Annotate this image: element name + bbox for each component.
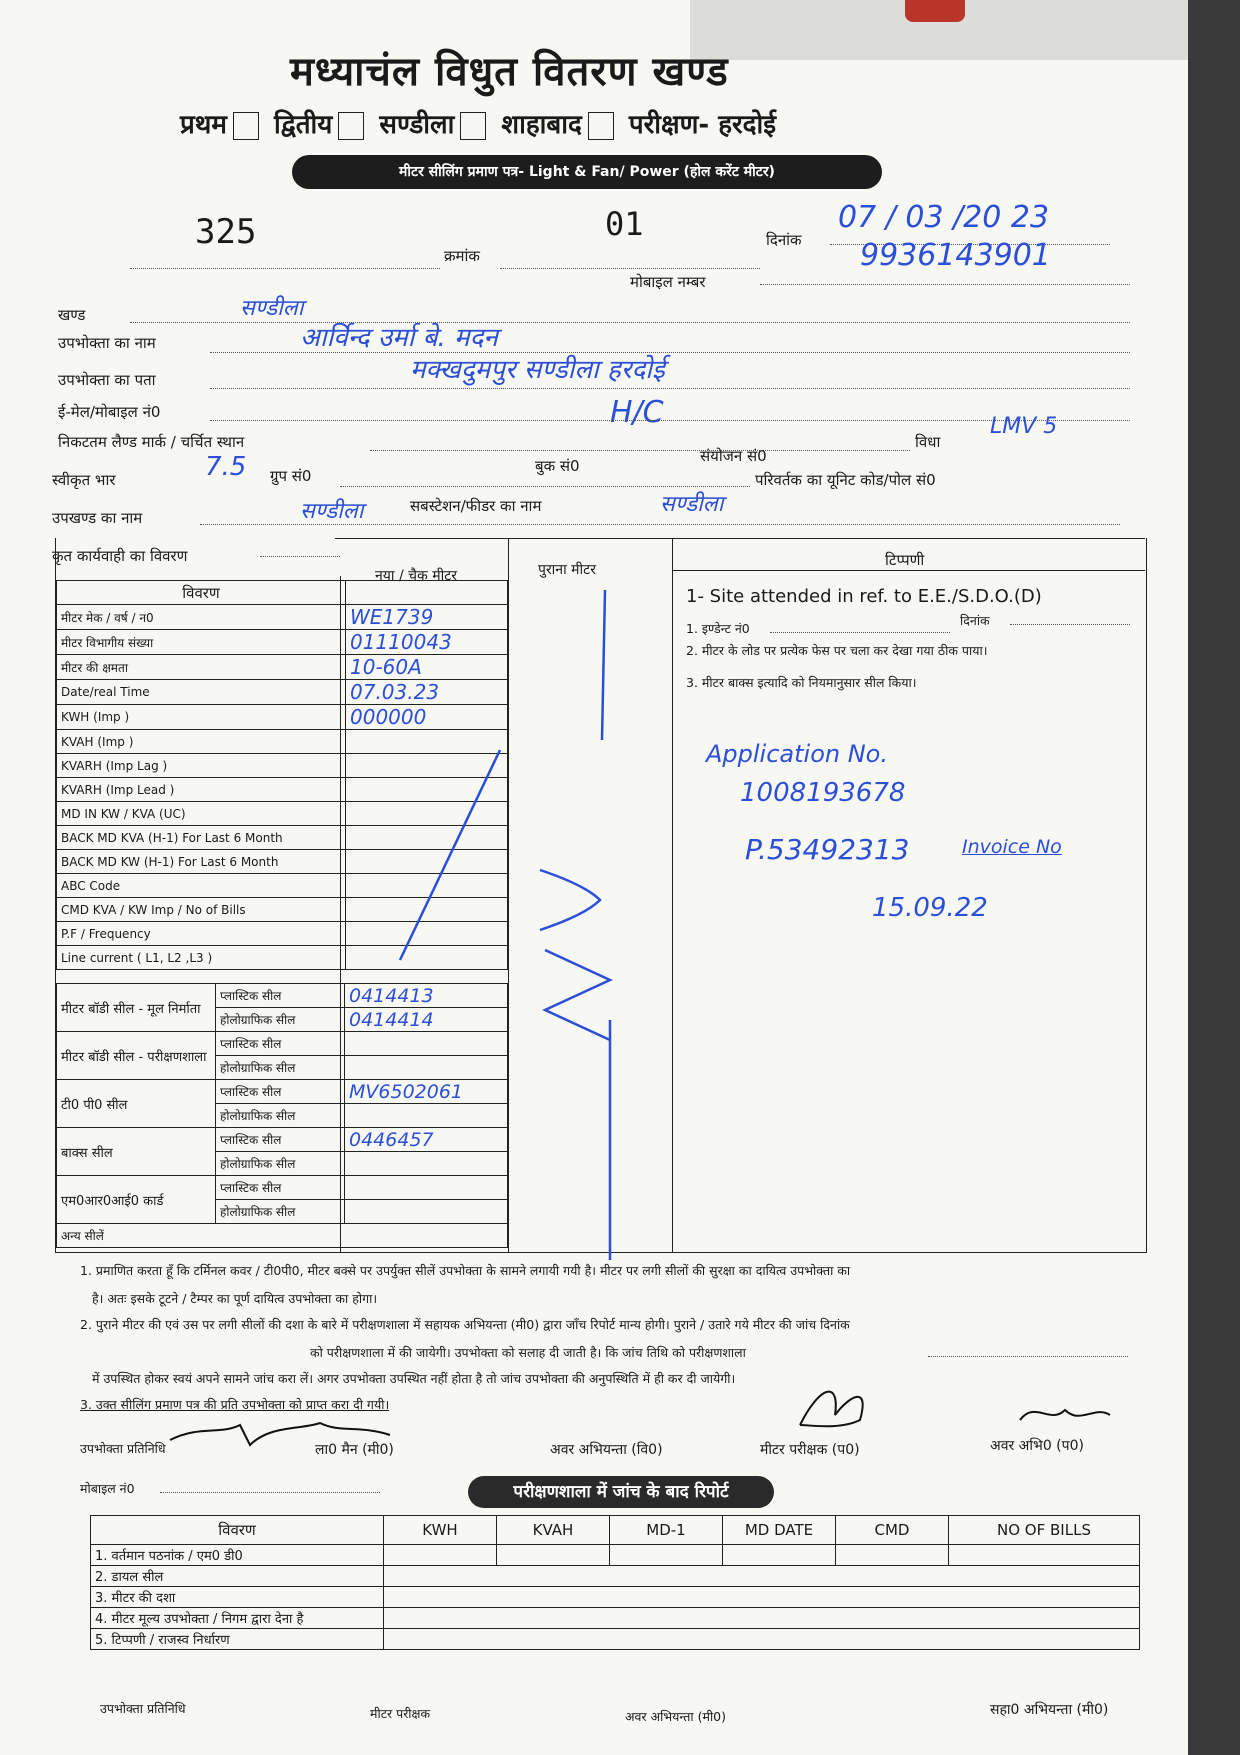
lab-report-title: परीक्षणशाला में जांच के बाद रिपोर्ट [468,1476,774,1508]
form-title: मध्याचंल विधुत वितरण खण्ड [290,49,729,95]
table-row: 4. मीटर मूल्य उपभोक्ता / निगम द्वारा देना है [91,1608,1140,1629]
col-remarks-header: टिप्पणी [885,551,925,569]
table-row: MD IN KW / KVA (UC) [57,802,508,826]
col-new-header: नया / चैक मीटर [375,568,458,584]
dots [928,1352,1128,1357]
kramank-label: क्रमांक [444,247,480,265]
kramank-value: 01 [605,205,644,243]
table-row: KVARH (Imp Lag ) [57,754,508,778]
remark-line-2a: 1. इण्डेन्ट नं0 [686,621,750,636]
footer-junior: अवर अभियन्ता (मी0) [625,1709,727,1724]
remark-line-3: 2. मीटर के लोड पर प्रत्येक फेस पर चला कर देखा गया ठीक पाया। [686,643,988,658]
row-line [672,570,1145,571]
field-label: खण्ड [58,306,86,324]
application-number: 1008193678 [740,778,906,808]
note-1b: है। अतः इसके टूटने / टैम्पर का पूर्ण दायित्व उपभोक्ता का होगा। [92,1291,378,1306]
col-desc-header: विवरण [57,581,346,605]
connection-label: संयोजन सं0 [700,447,767,465]
division-row [180,105,776,141]
field-label: उपभोक्ता का नाम [58,334,156,352]
dots [130,250,440,269]
remark-line-2b: दिनांक [960,613,990,628]
table-row: 3. मीटर की दशा [91,1587,1140,1608]
junior-signature [1010,1395,1120,1435]
landmark-label: निकटतम लैण्ड मार्क / चर्चित स्थान [58,433,245,451]
division-4: शाहाबाद [501,110,582,140]
consumer-address: मक्खदुमपुर सण्डीला हरदोई [410,355,665,385]
serial-number: 325 [195,212,257,252]
table-row: Line current ( L1, L2 ,L3 ) [57,946,508,970]
seal-table: मीटर बॉडी सील - मूल निर्माता प्लास्टिक सील 0414413 होलोग्राफिक सील 0414414 मीटर बॉडी सील - परीक्षणशाला प्लास्टिक सील होलोग्राफिक सील टी0 पी0 सील प्लास्टिक सील MV6502061 होलोग्राफिक सील बाक्स सील प्लास्टिक सील 0446457 होलोग्राफिक सील एम0आर0आई0 कार्ड प्लास्टिक सील होलोग्राफिक सील अन्य सीलें [56,983,508,1248]
table-row: CMD KVA / KW Imp / No of Bills [57,898,508,922]
sig-lineman: ला0 मैन (मी0) [315,1442,394,1458]
dots [210,348,1130,353]
handwritten-strokes [340,580,680,1260]
date-value: 07 / 03 /20 23 [838,200,1050,235]
field-label: उपभोक्ता का पता [58,371,156,389]
remark-line-1: 1- Site attended in ref. to E.E./S.D.O.(D) [686,586,1042,607]
table-row: KVAH (Imp ) [57,730,508,754]
dots [340,482,750,487]
application-label: Application No. [706,740,888,768]
note-2b: को परीक्षणशाला में की जायेगी। उपभोक्ता को सलाह दी जाती है। कि जांच तिथि को परीक्षणशाला [310,1345,746,1360]
dots [160,1488,380,1493]
test-label: परीक्षण- हरदोई [628,110,776,140]
action-label: कृत कार्यवाही का विवरण [52,547,188,565]
dots [210,384,1130,389]
substation-label: सबस्टेशन/फीडर का नाम [410,497,542,515]
substation-value: सण्डीला [660,492,724,517]
table-row: ABC Code [57,874,508,898]
transformer-label: परिवर्तक का यूनिट कोड/पोल सं0 [755,471,936,489]
dots [200,520,1120,525]
note-2c: में उपस्थित होकर स्वयं अपने सामने जांच करा लें। अगर उपभोक्ता उपस्थित नहीं होता है तो जांच उपभोक्ता की अनुपस्थिति में ही कर दी जायेगी। [92,1371,736,1386]
invoice-label: Invoice No [962,836,1062,858]
note-3: 3. उक्त सीलिंग प्रमाण पत्र की प्रति उपभोक्ता को प्राप्त करा दी गयी। [80,1397,390,1412]
col-old-header: पुराना मीटर [538,562,596,578]
dots [1010,620,1130,625]
table-row: KVARH (Imp Lead ) [57,778,508,802]
subdivision-label: उपखण्ड का नाम [52,509,143,527]
consumer-name: आर्विन्द उर्मा बे. मदन [300,323,498,353]
dots [500,250,760,269]
table-top-line [335,538,1145,539]
invoice-date: 15.09.22 [872,893,988,923]
load-label: स्वीकृत भार [52,471,116,489]
mobile-label: मोबाइल नम्बर [630,273,706,291]
field-label: ई-मेल/मोबाइल नं0 [58,403,161,421]
mobile-value: 9936143901 [860,238,1051,273]
lab-report-table: विवरण KWH KVAH MD-1 MD DATE CMD NO OF BILLS 1. वर्तमान पठनांक / एम0 डी0 2. डायल सील 3. मीटर की दशा 4. मीटर मूल्य उपभोक्ता / निगम द्वारा देना है 5. टिप्पणी / राजस्व निर्धारण [90,1515,1140,1650]
division-2: द्वितीय [274,110,333,140]
red-tab [905,0,965,22]
table-row: BACK MD KVA (H-1) For Last 6 Month [57,826,508,850]
table-row: मीटर विभागीय संख्या 01110043 [57,630,508,655]
division-3: सण्डीला [379,110,455,140]
table-row: BACK MD KW (H-1) For Last 6 Month [57,850,508,874]
checkbox-1[interactable] [233,112,259,140]
table-row: Date/real Time 07.03.23 [57,680,508,705]
sig-consumer: उपभोक्ता प्रतिनिधि [80,1441,166,1456]
checkbox-3[interactable] [460,112,486,140]
division-1: प्रथम [180,110,227,140]
mobile-label-2: मोबाइल नं0 [80,1481,135,1496]
remark-line-4: 3. मीटर बाक्स इत्यादि को नियमानुसार सील किया। [686,675,917,690]
table-row: 5. टिप्पणी / राजस्व निर्धारण [91,1629,1140,1650]
sig-junior-eng: अवर अभियन्ता (वि0) [550,1442,663,1458]
group-label: ग्रुप सं0 [270,467,312,485]
footer-assistant: सहा0 अभियन्ता (मी0) [990,1702,1109,1718]
table-row: P.F / Frequency [57,922,508,946]
dots [770,628,950,633]
note-2: 2. पुराने मीटर की एवं उस पर लगी सीलों की दशा के बारे में परीक्षणशाला में सहायक अभियन्ता (मी0) द्वारा जाँच रिपोर्ट मान्य होगी। पुराने / उतारे गये मीटर की जांच दिनांक [80,1317,850,1332]
dots [130,318,1130,323]
sig-junior-eng-p: अवर अभि0 (प0) [990,1438,1084,1454]
book-label: बुक सं0 [535,457,580,475]
field-value: सण्डीला [240,296,304,321]
table-row: मीटर मेक / वर्ष / न0 WE1739 [57,605,508,630]
checkbox-2[interactable] [338,112,364,140]
date-label: दिनांक [766,231,802,249]
checkbox-4[interactable] [588,112,614,140]
table-row: मीटर की क्षमता 10-60A [57,655,508,680]
banner: मीटर सीलिंग प्रमाण पत्र- Light & Fan/ Power (होल करेंट मीटर) [292,155,882,189]
email-mobile-value: H/C [610,395,664,430]
vidha-value: LMV 5 [990,414,1058,439]
tester-signature [780,1375,900,1445]
invoice-ref: P.53492313 [745,833,910,866]
dots [760,276,1130,285]
vidha-label: विधा [915,433,941,451]
dots [370,446,910,451]
table-row: KWH (Imp ) 000000 [57,705,508,730]
note-1: 1. प्रमाणित करता हूँ कि टर्मिनल कवर / टी0पी0, मीटर बक्से पर उपर्युक्त सीलें उपभोक्ता के सामने लगायी गयी है। मीटर पर लगी सीलों की सुरक्षा का दायित्व उपभोक्ता का [80,1263,851,1278]
footer-consumer: उपभोक्ता प्रतिनिधि [100,1701,186,1716]
footer-tester: मीटर परीक्षक [370,1706,431,1721]
load-value: 7.5 [205,452,247,482]
subdivision-value: सण्डीला [300,499,364,524]
table-row: 2. डायल सील [91,1566,1140,1587]
table-row: 1. वर्तमान पठनांक / एम0 डी0 [91,1545,1140,1566]
sig-meter-tester: मीटर परीक्षक (प0) [760,1442,860,1458]
